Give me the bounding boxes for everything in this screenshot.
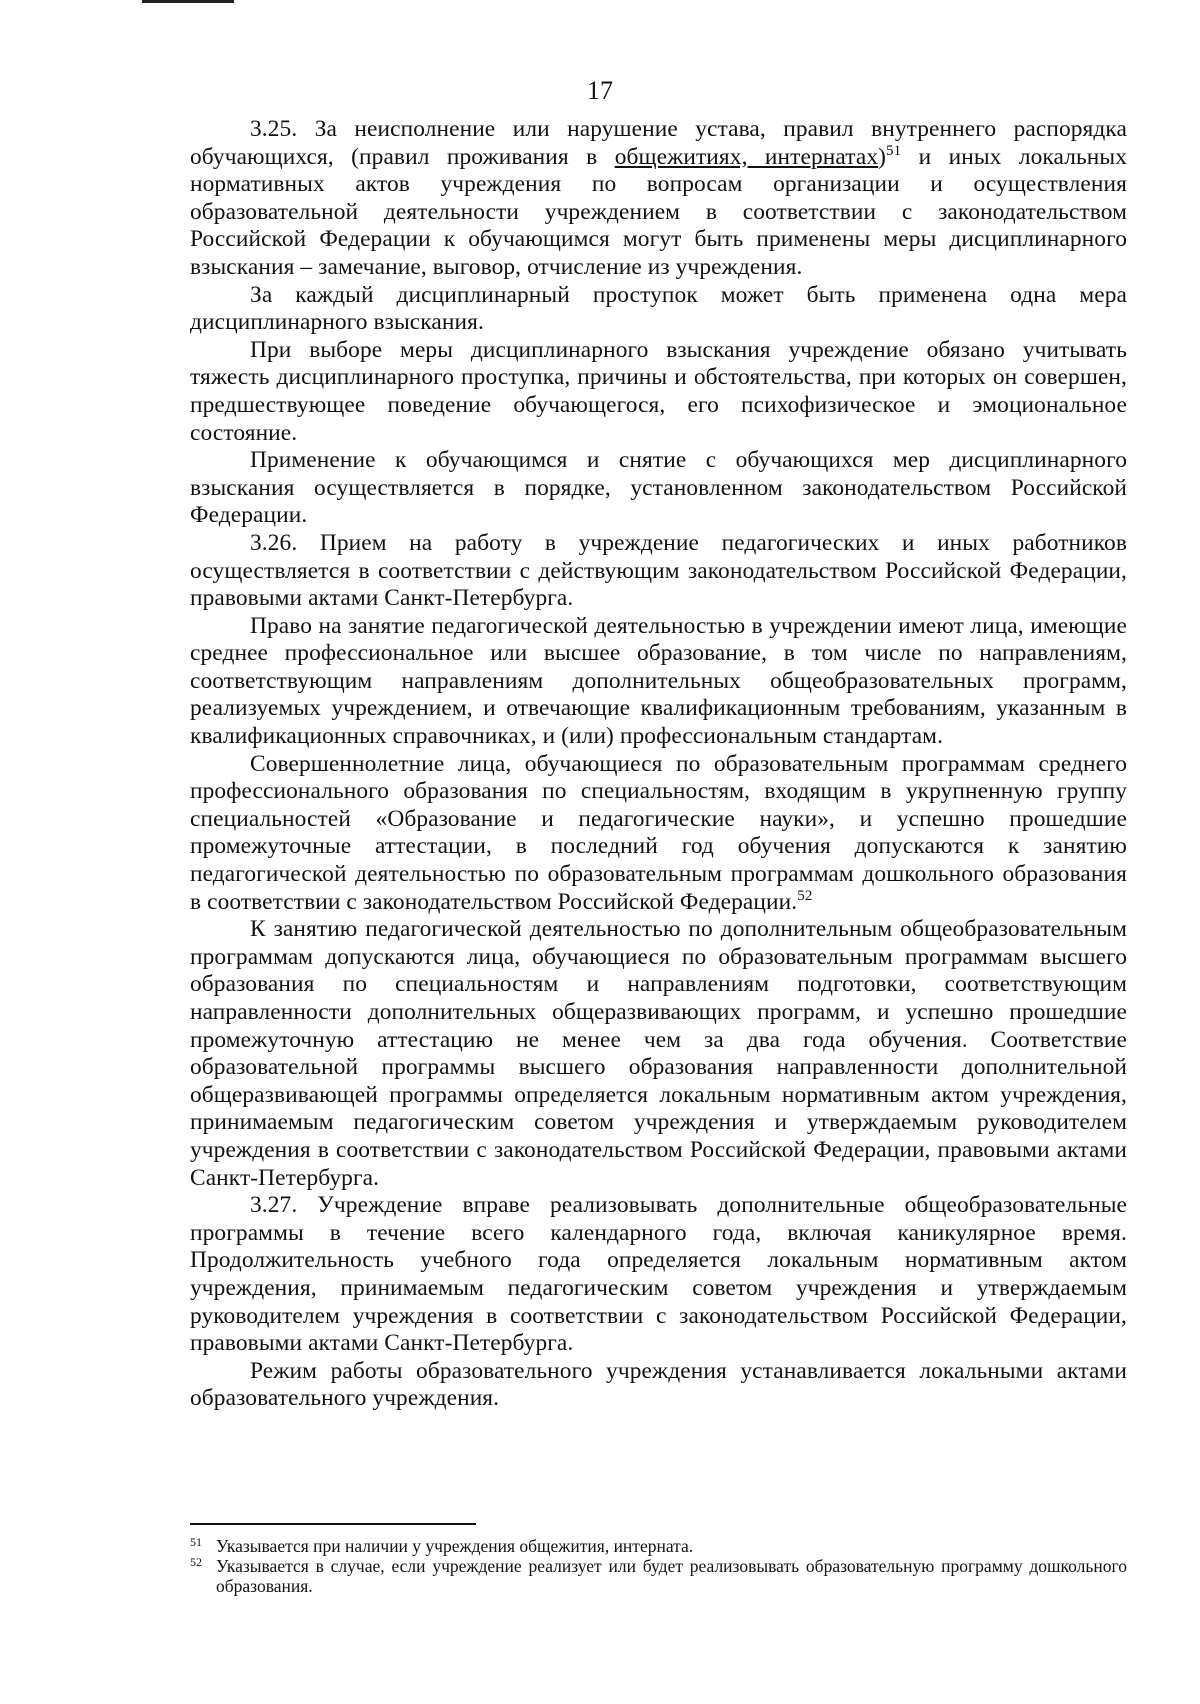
paragraph-work-mode: Режим работы образовательного учреждения устанавливается локальными актами образовательного учреждения. xyxy=(190,1357,1127,1412)
footnote-ref-51[interactable]: 51 xyxy=(886,142,902,159)
footnotes xyxy=(190,1536,1127,1596)
paragraph-3-25-end: и иных локальных нормативных актов учреждения по вопросам организации и осуществления образовательной деятельности учреждением в соответствии с законодательством Российской Федерации к обучающимся могут быть применены меры дисциплинарного взыскания – замечание, выговор, отчисление из учреждения. xyxy=(190,143,1127,280)
paragraph-teaching-right: Право на занятие педагогической деятельностью в учреждении имеют лица, имеющие среднее профессиональное или высшее образование, в том числе по направлениям, соответствующим направлениям дополнительных общеобразовательных программ, реализуемых учреждением, и отвечающие квалификационным требованиям, указанным в квалификационных справочниках, и (или) профессиональным стандартам. xyxy=(190,612,1127,750)
paragraph-3-25-start: 3.25. За неисполнение или нарушение устава, правил внутреннего распорядка обучающихся, (правил проживания в xyxy=(190,116,1127,170)
paragraph-measure-choice: При выборе меры дисциплинарного взыскания учреждение обязано учитывать тяжесть дисциплинарного проступка, причины и обстоятельства, при которых он совершен, предшествующее поведение обучающегося, его психофизическое и эмоциональное состояние. xyxy=(190,336,1127,446)
footnote-51 xyxy=(190,1536,1127,1556)
underlined-dormitories: общежитиях, интернатах xyxy=(614,143,879,170)
paragraph-one-measure: За каждый дисциплинарный проступок может быть применена одна мера дисциплинарного взыскания. xyxy=(190,281,1127,336)
paragraph-adult-students-text: Совершеннолетние лица, обучающиеся по образовательным программам среднего профессионального образования по специальностям, входящим в укрупненную группу специальностей «Образование и педагогические науки», и успешно прошедшие промежуточные аттестации, в последний год обучения допускаются к занятию педагогической деятельностью по образовательным программам дошкольного образования в соответствии с законодательством Российской Федерации. xyxy=(190,750,1127,915)
footnote-number: 52 xyxy=(190,1555,202,1569)
paragraph-3-25 xyxy=(190,116,1127,282)
scan-edge-mark xyxy=(142,0,234,3)
footnote-text: Указывается в случае, если учреждение реализует или будет реализовывать образовательную программу дошкольного образования. xyxy=(216,1556,1127,1596)
footnote-52 xyxy=(190,1556,1127,1596)
page-number: 17 xyxy=(587,76,613,105)
paragraph-additional-programs: К занятию педагогической деятельностью по дополнительным общеобразовательным программам допускаются лица, обучающиеся по образовательным программам высшего образования по специальностям и направлениям подготовки, соответствующим направленности дополнительных общеразвивающих программ, и успешно прошедшие промежуточную аттестацию не менее чем за два года обучения. Соответствие образовательной программы высшего образования направленности дополнительной общеразвивающей программы определяется локальным нормативным актом учреждения, принимаемым педагогическим советом учреждения и утверждаемым руководителем учреждения в соответствии с законодательством Российской Федерации, правовыми актами Санкт-Петербурга. xyxy=(190,916,1127,1191)
document-body xyxy=(190,116,1127,1413)
paragraph-3-27: 3.27. Учреждение вправе реализовывать дополнительные общеобразовательные программы в течение всего календарного года, включая каникулярное время. Продолжительность учебного года определяется локальным нормативным актом учреждения, принимаемым педагогическим советом учреждения и утверждаемым руководителем учреждения в соответствии с законодательством Российской Федерации, правовыми актами Санкт-Петербурга. xyxy=(190,1192,1127,1357)
footnote-ref-52[interactable]: 52 xyxy=(797,887,813,904)
footnote-number: 51 xyxy=(190,1535,202,1549)
closing-paren: ) xyxy=(878,143,887,170)
footnote-text: Указывается при наличии у учреждения общежития, интерната. xyxy=(216,1536,694,1556)
footnote-separator xyxy=(190,1523,476,1525)
paragraph-measure-application: Применение к обучающимся и снятие с обучающихся мер дисциплинарного взыскания осуществляется в порядке, установленном законодательством Российской Федерации. xyxy=(190,447,1127,529)
paragraph-3-26: 3.26. Прием на работу в учреждение педагогических и иных работников осуществляется в соответствии с действующим законодательством Российской Федерации, правовыми актами Санкт-Петербурга. xyxy=(190,529,1127,612)
paragraph-adult-students xyxy=(190,751,1127,917)
